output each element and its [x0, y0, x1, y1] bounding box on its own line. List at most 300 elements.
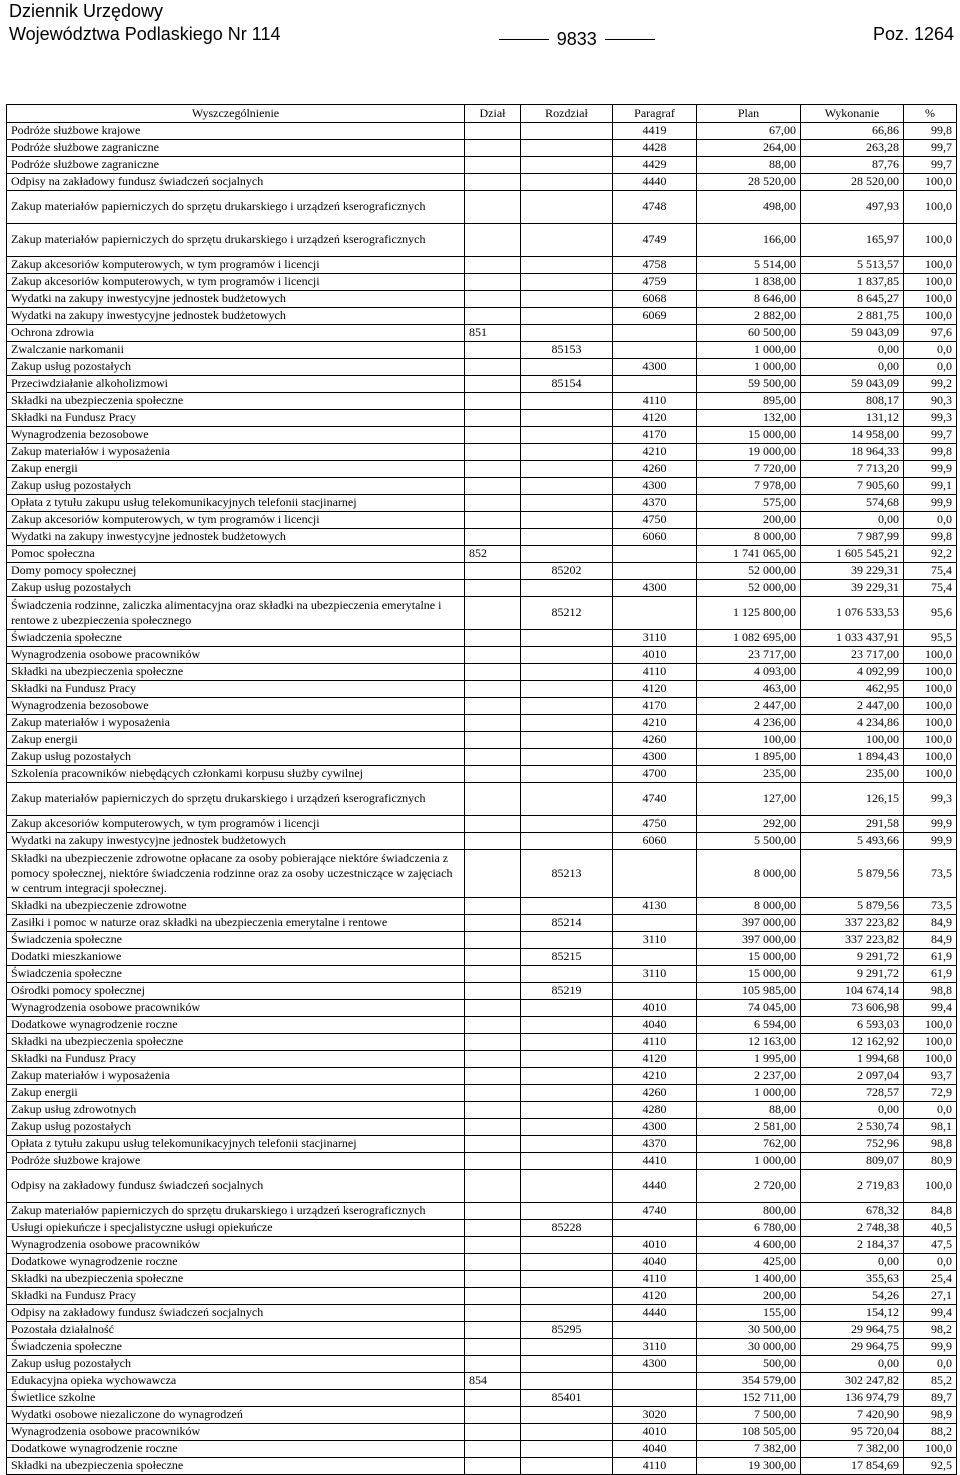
- cell-chapter: [521, 257, 613, 274]
- table-row: [7, 1237, 957, 1254]
- cell-execution: 1 837,85: [801, 274, 904, 291]
- cell-plan: 500,00: [697, 1356, 801, 1373]
- cell-division: [465, 1102, 521, 1119]
- cell-chapter: [521, 529, 613, 546]
- cell-paragraph: 4170: [613, 427, 697, 444]
- cell-percent: 99,4: [904, 1000, 957, 1017]
- table-row: [7, 257, 957, 274]
- cell-chapter: [521, 1102, 613, 1119]
- cell-chapter: [521, 1017, 613, 1034]
- table-row: [7, 1153, 957, 1170]
- cell-paragraph: 4758: [613, 257, 697, 274]
- cell-description: Zakup energii: [7, 1085, 465, 1102]
- cell-plan: 8 000,00: [697, 529, 801, 546]
- cell-execution: 2 719,83: [801, 1170, 904, 1203]
- table-row: [7, 715, 957, 732]
- col-header: %: [904, 105, 957, 123]
- cell-division: [465, 1203, 521, 1220]
- col-header: Plan: [697, 105, 801, 123]
- cell-division: [465, 783, 521, 816]
- position-number: Poz. 1264: [872, 24, 954, 44]
- cell-execution: 1 994,68: [801, 1051, 904, 1068]
- cell-chapter: [521, 664, 613, 681]
- cell-description: Opłata z tytułu zakupu usług telekomunikacyjnych telefonii stacjinarnej: [7, 495, 465, 512]
- cell-paragraph: 4300: [613, 359, 697, 376]
- cell-plan: 74 045,00: [697, 1000, 801, 1017]
- table-row: [7, 1068, 957, 1085]
- cell-description: Zakup usług zdrowotnych: [7, 1102, 465, 1119]
- cell-percent: 100,0: [904, 257, 957, 274]
- cell-execution: 5 513,57: [801, 257, 904, 274]
- cell-chapter: 85401: [521, 1390, 613, 1407]
- cell-description: Wynagrodzenia osobowe pracowników: [7, 1237, 465, 1254]
- cell-percent: 99,8: [904, 444, 957, 461]
- cell-description: Zakup materiałów i wyposażenia: [7, 444, 465, 461]
- cell-description: Wydatki na zakupy inwestycyjne jednostek budżetowych: [7, 291, 465, 308]
- cell-percent: 100,0: [904, 224, 957, 257]
- cell-percent: 100,0: [904, 174, 957, 191]
- cell-chapter: 85215: [521, 949, 613, 966]
- cell-percent: 98,9: [904, 1407, 957, 1424]
- cell-execution: 59 043,09: [801, 325, 904, 342]
- cell-plan: 1 000,00: [697, 1153, 801, 1170]
- cell-chapter: [521, 1085, 613, 1102]
- cell-division: [465, 1237, 521, 1254]
- cell-description: Pozostała działalność: [7, 1322, 465, 1339]
- page-number-block: [499, 28, 655, 51]
- cell-execution: 2 881,75: [801, 308, 904, 325]
- cell-description: Ośrodki pomocy społecznej: [7, 983, 465, 1000]
- cell-percent: 95,6: [904, 597, 957, 630]
- cell-division: [465, 766, 521, 783]
- cell-percent: 47,5: [904, 1237, 957, 1254]
- cell-chapter: [521, 1373, 613, 1390]
- cell-percent: 99,9: [904, 816, 957, 833]
- cell-percent: 100,0: [904, 274, 957, 291]
- cell-chapter: [521, 816, 613, 833]
- cell-percent: 100,0: [904, 191, 957, 224]
- cell-execution: 154,12: [801, 1305, 904, 1322]
- cell-division: [465, 342, 521, 359]
- cell-execution: 29 964,75: [801, 1322, 904, 1339]
- cell-description: Wydatki na zakupy inwestycyjne jednostek budżetowych: [7, 308, 465, 325]
- cell-execution: 23 717,00: [801, 647, 904, 664]
- cell-plan: 60 500,00: [697, 325, 801, 342]
- table-row: [7, 157, 957, 174]
- cell-percent: 0,0: [904, 1102, 957, 1119]
- cell-chapter: [521, 410, 613, 427]
- page-header: [9, 0, 954, 51]
- cell-description: Wydatki osobowe niezaliczone do wynagrodzeń: [7, 1407, 465, 1424]
- table-row: [7, 1322, 957, 1339]
- table-row: [7, 461, 957, 478]
- cell-paragraph: 4210: [613, 444, 697, 461]
- cell-execution: 66,86: [801, 123, 904, 140]
- cell-plan: 155,00: [697, 1305, 801, 1322]
- cell-division: [465, 850, 521, 898]
- cell-execution: 39 229,31: [801, 563, 904, 580]
- table-row: [7, 1288, 957, 1305]
- cell-description: Wynagrodzenia bezosobowe: [7, 427, 465, 444]
- cell-description: Zakup materiałów papierniczych do sprzętu drukarskiego i urządzeń kserograficznych: [7, 1203, 465, 1220]
- cell-plan: 1 838,00: [697, 274, 801, 291]
- table-row: [7, 274, 957, 291]
- cell-chapter: [521, 191, 613, 224]
- cell-paragraph: [613, 376, 697, 393]
- cell-paragraph: 4260: [613, 1085, 697, 1102]
- cell-execution: 2 447,00: [801, 698, 904, 715]
- cell-chapter: [521, 123, 613, 140]
- cell-paragraph: 4110: [613, 1271, 697, 1288]
- cell-execution: 28 520,00: [801, 174, 904, 191]
- table-row: [7, 833, 957, 850]
- cell-execution: 4 234,86: [801, 715, 904, 732]
- cell-percent: 25,4: [904, 1271, 957, 1288]
- cell-chapter: [521, 512, 613, 529]
- cell-percent: 80,9: [904, 1153, 957, 1170]
- cell-paragraph: 4120: [613, 410, 697, 427]
- cell-plan: 2 720,00: [697, 1170, 801, 1203]
- cell-description: Usługi opiekuńcze i specjalistyczne usługi opiekuńcze: [7, 1220, 465, 1237]
- cell-plan: 30 500,00: [697, 1322, 801, 1339]
- cell-plan: 8 000,00: [697, 850, 801, 898]
- cell-chapter: [521, 1339, 613, 1356]
- table-row: [7, 1102, 957, 1119]
- cell-plan: 166,00: [697, 224, 801, 257]
- cell-description: Świadczenia rodzinne, zaliczka alimentacyjna oraz składki na ubezpieczenia emerytalne i rentowe z ubezpieczenia społecznego: [7, 597, 465, 630]
- cell-description: Zakup akcesoriów komputerowych, w tym programów i licencji: [7, 274, 465, 291]
- table-row: [7, 1373, 957, 1390]
- cell-execution: 2 748,38: [801, 1220, 904, 1237]
- cell-description: Składki na ubezpieczenia społeczne: [7, 393, 465, 410]
- cell-percent: 99,7: [904, 157, 957, 174]
- cell-description: Dodatkowe wynagrodzenie roczne: [7, 1254, 465, 1271]
- cell-plan: 235,00: [697, 766, 801, 783]
- cell-execution: 7 420,90: [801, 1407, 904, 1424]
- cell-plan: 4 600,00: [697, 1237, 801, 1254]
- cell-description: Odpisy na zakładowy fundusz świadczeń socjalnych: [7, 1305, 465, 1322]
- cell-chapter: [521, 546, 613, 563]
- cell-description: Szkolenia pracowników niebędących członkami korpusu służby cywilnej: [7, 766, 465, 783]
- cell-division: [465, 580, 521, 597]
- journal-subtitle: Województwa Podlaskiego Nr 114: [9, 24, 281, 44]
- cell-chapter: 85219: [521, 983, 613, 1000]
- cell-execution: 104 674,14: [801, 983, 904, 1000]
- table-row: [7, 1271, 957, 1288]
- cell-execution: 6 593,03: [801, 1017, 904, 1034]
- table-row: [7, 850, 957, 898]
- cell-description: Ochrona zdrowia: [7, 325, 465, 342]
- cell-paragraph: 4010: [613, 647, 697, 664]
- cell-description: Wynagrodzenia osobowe pracowników: [7, 647, 465, 664]
- cell-percent: 99,8: [904, 529, 957, 546]
- cell-chapter: 85213: [521, 850, 613, 898]
- cell-percent: 99,9: [904, 1339, 957, 1356]
- cell-description: Zakup materiałów papierniczych do sprzętu drukarskiego i urządzeń kserograficznych: [7, 783, 465, 816]
- cell-description: Składki na ubezpieczenia społeczne: [7, 664, 465, 681]
- table-row: [7, 732, 957, 749]
- cell-description: Zakup materiałów papierniczych do sprzętu drukarskiego i urządzeń kserograficznych: [7, 224, 465, 257]
- table-row: [7, 647, 957, 664]
- cell-paragraph: 6069: [613, 308, 697, 325]
- cell-percent: 100,0: [904, 749, 957, 766]
- cell-paragraph: 4040: [613, 1441, 697, 1458]
- cell-description: Zakup usług pozostałych: [7, 580, 465, 597]
- cell-execution: 5 879,56: [801, 850, 904, 898]
- cell-plan: 127,00: [697, 783, 801, 816]
- cell-percent: 99,2: [904, 376, 957, 393]
- cell-plan: 1 995,00: [697, 1051, 801, 1068]
- cell-chapter: [521, 174, 613, 191]
- cell-chapter: 85228: [521, 1220, 613, 1237]
- cell-description: Świetlice szkolne: [7, 1390, 465, 1407]
- cell-description: Zakup usług pozostałych: [7, 1356, 465, 1373]
- cell-paragraph: [613, 915, 697, 932]
- cell-plan: 12 163,00: [697, 1034, 801, 1051]
- cell-division: [465, 1085, 521, 1102]
- cell-chapter: [521, 359, 613, 376]
- col-header: Wykonanie: [801, 105, 904, 123]
- cell-paragraph: 4759: [613, 274, 697, 291]
- cell-paragraph: 3020: [613, 1407, 697, 1424]
- cell-percent: 61,9: [904, 949, 957, 966]
- cell-description: Zakup akcesoriów komputerowych, w tym programów i licencji: [7, 257, 465, 274]
- cell-execution: 291,58: [801, 816, 904, 833]
- cell-paragraph: 4110: [613, 1034, 697, 1051]
- cell-paragraph: 4260: [613, 732, 697, 749]
- cell-description: Przeciwdziałanie alkoholizmowi: [7, 376, 465, 393]
- cell-description: Dodatkowe wynagrodzenie roczne: [7, 1441, 465, 1458]
- cell-chapter: [521, 681, 613, 698]
- cell-plan: 7 978,00: [697, 478, 801, 495]
- header-line: [9, 23, 954, 51]
- cell-paragraph: 4280: [613, 1102, 697, 1119]
- cell-chapter: 85154: [521, 376, 613, 393]
- table-row: [7, 898, 957, 915]
- cell-description: Odpisy na zakładowy fundusz świadczeń socjalnych: [7, 174, 465, 191]
- cell-percent: 100,0: [904, 732, 957, 749]
- cell-percent: 98,8: [904, 1136, 957, 1153]
- cell-plan: 1 000,00: [697, 1085, 801, 1102]
- cell-plan: 800,00: [697, 1203, 801, 1220]
- table-row: [7, 308, 957, 325]
- cell-percent: 97,6: [904, 325, 957, 342]
- cell-paragraph: 4750: [613, 816, 697, 833]
- cell-paragraph: 4370: [613, 1136, 697, 1153]
- cell-paragraph: 4040: [613, 1017, 697, 1034]
- cell-execution: 1 605 545,21: [801, 546, 904, 563]
- cell-percent: 98,2: [904, 1322, 957, 1339]
- cell-paragraph: 4440: [613, 1305, 697, 1322]
- cell-description: Pomoc społeczna: [7, 546, 465, 563]
- cell-percent: 61,9: [904, 966, 957, 983]
- table-row: [7, 681, 957, 698]
- cell-chapter: [521, 461, 613, 478]
- table-row: [7, 949, 957, 966]
- cell-percent: 99,7: [904, 427, 957, 444]
- table-row: [7, 495, 957, 512]
- table-row: [7, 1085, 957, 1102]
- cell-percent: 73,5: [904, 898, 957, 915]
- table-row: [7, 1254, 957, 1271]
- cell-division: [465, 410, 521, 427]
- table-row: [7, 325, 957, 342]
- cell-plan: 2 237,00: [697, 1068, 801, 1085]
- cell-percent: 100,0: [904, 698, 957, 715]
- cell-plan: 15 000,00: [697, 427, 801, 444]
- cell-chapter: [521, 291, 613, 308]
- cell-chapter: [521, 898, 613, 915]
- col-header: Paragraf: [613, 105, 697, 123]
- cell-division: [465, 393, 521, 410]
- cell-execution: 100,00: [801, 732, 904, 749]
- cell-paragraph: 4300: [613, 478, 697, 495]
- cell-execution: 29 964,75: [801, 1339, 904, 1356]
- cell-paragraph: 6060: [613, 529, 697, 546]
- cell-paragraph: 3110: [613, 932, 697, 949]
- cell-division: [465, 664, 521, 681]
- cell-division: [465, 1390, 521, 1407]
- cell-paragraph: 3110: [613, 966, 697, 983]
- cell-paragraph: 4428: [613, 140, 697, 157]
- cell-division: [465, 174, 521, 191]
- cell-chapter: [521, 1441, 613, 1458]
- table-row: [7, 1203, 957, 1220]
- cell-execution: 18 964,33: [801, 444, 904, 461]
- cell-description: Składki na ubezpieczenia społeczne: [7, 1458, 465, 1475]
- cell-division: [465, 681, 521, 698]
- cell-paragraph: [613, 983, 697, 1000]
- cell-plan: 7 382,00: [697, 1441, 801, 1458]
- cell-chapter: [521, 325, 613, 342]
- cell-paragraph: 4120: [613, 681, 697, 698]
- cell-plan: 105 985,00: [697, 983, 801, 1000]
- cell-chapter: [521, 495, 613, 512]
- cell-paragraph: 4300: [613, 1119, 697, 1136]
- cell-percent: 40,5: [904, 1220, 957, 1237]
- table-header-row: [7, 105, 957, 123]
- table-row: [7, 915, 957, 932]
- cell-execution: 126,15: [801, 783, 904, 816]
- cell-plan: 7 720,00: [697, 461, 801, 478]
- cell-plan: 23 717,00: [697, 647, 801, 664]
- cell-paragraph: 4110: [613, 393, 697, 410]
- cell-plan: 200,00: [697, 512, 801, 529]
- table-row: [7, 140, 957, 157]
- cell-paragraph: 4130: [613, 898, 697, 915]
- table-row: [7, 630, 957, 647]
- cell-percent: 27,1: [904, 1288, 957, 1305]
- table-row: [7, 291, 957, 308]
- cell-division: [465, 949, 521, 966]
- cell-division: [465, 1407, 521, 1424]
- cell-plan: 28 520,00: [697, 174, 801, 191]
- table-row: [7, 1407, 957, 1424]
- cell-paragraph: 4440: [613, 1170, 697, 1203]
- cell-description: Zakup usług pozostałych: [7, 359, 465, 376]
- cell-percent: 99,3: [904, 410, 957, 427]
- cell-percent: 98,1: [904, 1119, 957, 1136]
- cell-division: [465, 1424, 521, 1441]
- cell-paragraph: 4300: [613, 749, 697, 766]
- cell-chapter: [521, 1424, 613, 1441]
- cell-percent: 85,2: [904, 1373, 957, 1390]
- cell-chapter: [521, 1237, 613, 1254]
- table-row: [7, 816, 957, 833]
- cell-division: [465, 512, 521, 529]
- table-body: [7, 123, 957, 1475]
- cell-chapter: [521, 1356, 613, 1373]
- cell-percent: 93,7: [904, 1068, 957, 1085]
- cell-division: [465, 983, 521, 1000]
- cell-paragraph: 4750: [613, 512, 697, 529]
- cell-paragraph: 4170: [613, 698, 697, 715]
- cell-paragraph: 4370: [613, 495, 697, 512]
- cell-percent: 72,9: [904, 1085, 957, 1102]
- cell-description: Zakup materiałów papierniczych do sprzętu drukarskiego i urządzeń kserograficznych: [7, 191, 465, 224]
- cell-description: Składki na Fundusz Pracy: [7, 410, 465, 427]
- cell-execution: 497,93: [801, 191, 904, 224]
- cell-division: [465, 444, 521, 461]
- cell-paragraph: 4740: [613, 1203, 697, 1220]
- cell-description: Podróże służbowe krajowe: [7, 123, 465, 140]
- table-row: [7, 1034, 957, 1051]
- cell-execution: 752,96: [801, 1136, 904, 1153]
- cell-paragraph: [613, 546, 697, 563]
- cell-execution: 808,17: [801, 393, 904, 410]
- cell-chapter: [521, 749, 613, 766]
- table-row: [7, 1305, 957, 1322]
- cell-division: [465, 1068, 521, 1085]
- cell-execution: 0,00: [801, 1102, 904, 1119]
- cell-execution: 9 291,72: [801, 949, 904, 966]
- cell-plan: 152 711,00: [697, 1390, 801, 1407]
- cell-chapter: [521, 444, 613, 461]
- cell-percent: 0,0: [904, 1356, 957, 1373]
- cell-plan: 15 000,00: [697, 966, 801, 983]
- cell-execution: 7 987,99: [801, 529, 904, 546]
- cell-description: Zakup usług pozostałych: [7, 749, 465, 766]
- cell-plan: 6 780,00: [697, 1220, 801, 1237]
- cell-percent: 99,9: [904, 833, 957, 850]
- cell-plan: 575,00: [697, 495, 801, 512]
- cell-percent: 99,9: [904, 495, 957, 512]
- cell-description: Składki na Fundusz Pracy: [7, 681, 465, 698]
- cell-plan: 762,00: [697, 1136, 801, 1153]
- cell-percent: 100,0: [904, 715, 957, 732]
- cell-division: [465, 529, 521, 546]
- table-row: [7, 580, 957, 597]
- cell-description: Wynagrodzenia osobowe pracowników: [7, 1000, 465, 1017]
- cell-paragraph: 6060: [613, 833, 697, 850]
- cell-division: [465, 1271, 521, 1288]
- cell-description: Podróże służbowe zagraniczne: [7, 157, 465, 174]
- cell-chapter: [521, 1254, 613, 1271]
- cell-plan: 1 082 695,00: [697, 630, 801, 647]
- table-row: [7, 1119, 957, 1136]
- table-row: [7, 393, 957, 410]
- cell-description: Świadczenia społeczne: [7, 966, 465, 983]
- cell-plan: 1 895,00: [697, 749, 801, 766]
- cell-plan: 52 000,00: [697, 563, 801, 580]
- cell-percent: 100,0: [904, 766, 957, 783]
- table-row: [7, 1136, 957, 1153]
- budget-table: [6, 104, 957, 1475]
- cell-execution: 17 854,69: [801, 1458, 904, 1475]
- cell-division: [465, 1170, 521, 1203]
- cell-division: 854: [465, 1373, 521, 1390]
- cell-execution: 136 974,79: [801, 1390, 904, 1407]
